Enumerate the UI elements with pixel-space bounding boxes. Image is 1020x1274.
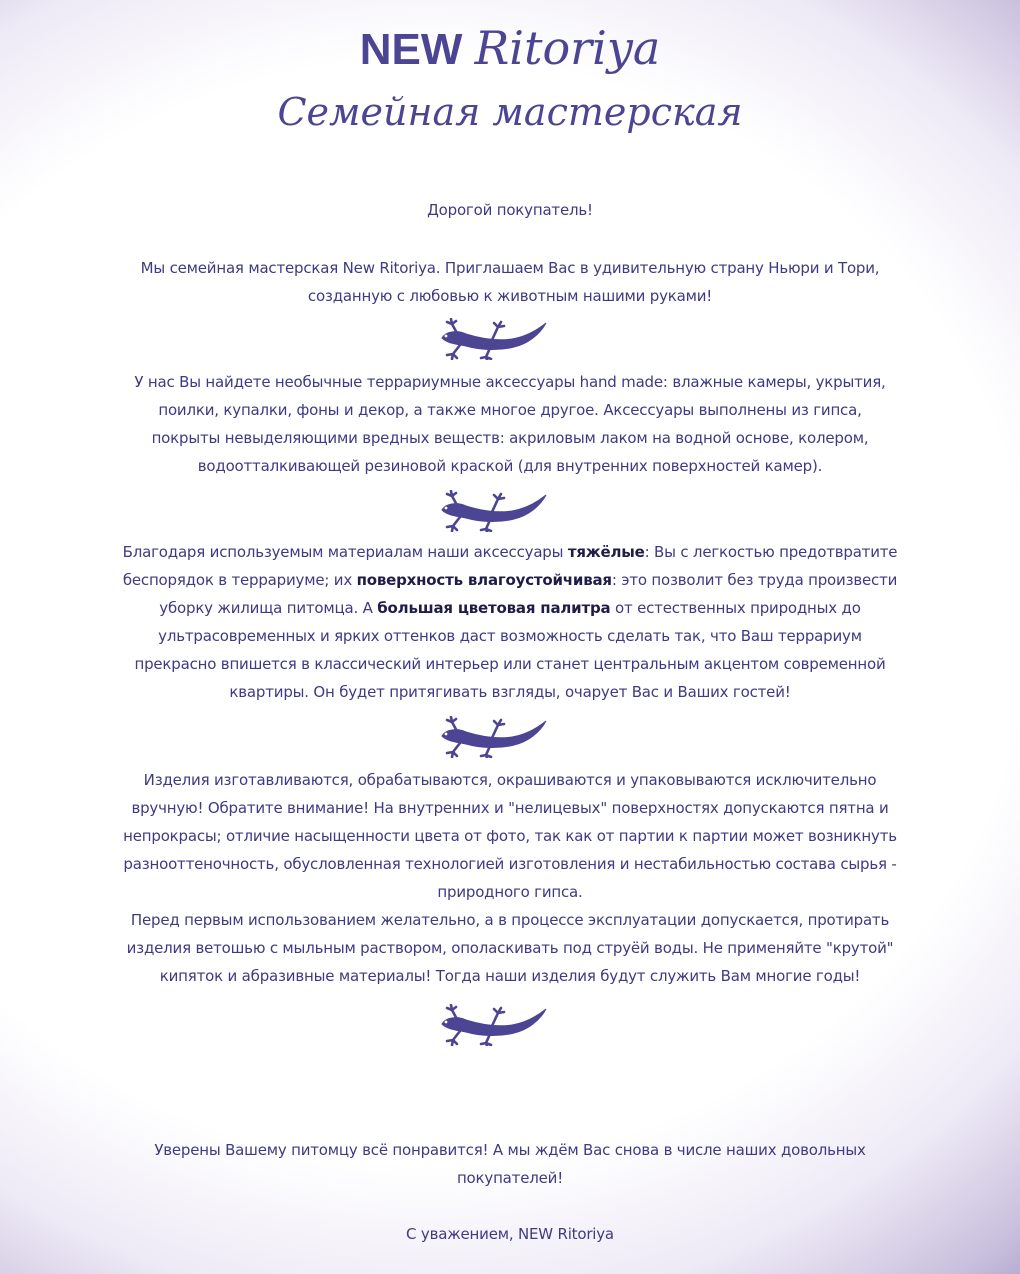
handmade-line: Изделия изготавливаются, обрабатываются, окрашиваются и упаковываются исключительно <box>143 771 877 789</box>
materials-text: Благодаря используемым материалам наши аксессуары <box>122 543 568 561</box>
handmade-line: кипяток и абразивные материалы! Тогда наши изделия будут служить Вам многие годы! <box>159 967 861 985</box>
materials-text: : это позволит без труда произвести <box>611 571 898 589</box>
intro-line: созданную с любовью к животным нашими руками! <box>307 287 713 305</box>
signature <box>0 1220 1020 1248</box>
materials-text: беспорядок в террариуме; их <box>122 571 357 589</box>
intro-paragraph <box>0 254 1020 310</box>
brand-new: NEW <box>359 25 463 74</box>
signature-text: С уважением, NEW Ritoriya <box>406 1225 614 1243</box>
materials-line <box>0 566 1020 594</box>
products-line: водоотталкивающей резиновой краской (для внутренних поверхностей камер). <box>197 457 823 475</box>
materials-line <box>0 594 1020 622</box>
materials-line <box>0 538 1020 566</box>
intro-line: Мы семейная мастерская New Ritoriya. Приглашаем Вас в удивительную страну Ньюри и Тори, <box>140 259 880 277</box>
gecko-icon <box>436 1004 548 1046</box>
handmade-line: непрокрасы; отличие насыщенности цвета от фото, так как от партии к партии может возникнуть <box>123 827 897 845</box>
handmade-paragraph <box>0 766 1020 990</box>
materials-line: прекрасно впишется в классический интерьер или станет центральным акцентом современной <box>134 655 886 673</box>
closing-line: Уверены Вашему питомцу всё понравится! А мы ждём Вас снова в числе наших довольных <box>154 1141 866 1159</box>
products-paragraph <box>0 368 1020 480</box>
materials-paragraph <box>0 538 1020 706</box>
materials-text: от естественных природных до <box>610 599 861 617</box>
handmade-line: изделия ветошью с мыльным раствором, ополаскивать под струёй воды. Не применяйте "крутой" <box>126 939 894 957</box>
handmade-line: Перед первым использованием желательно, а в процессе эксплуатации допускается, протирать <box>130 911 890 929</box>
products-line: поилки, купалки, фоны и декор, а также многое другое. Аксессуары выполнены из гипса, <box>158 401 862 419</box>
brand-subtitle: Семейная мастерская <box>277 90 743 134</box>
materials-bold: большая цветовая палитра <box>377 599 611 617</box>
materials-text: уборку жилища питомца. А <box>159 599 378 617</box>
brand-name: Ritoriya <box>474 21 661 75</box>
brand-title <box>0 20 1020 78</box>
gecko-icon <box>436 490 548 532</box>
handmade-line: вручную! Обратите внимание! На внутренних и "нелицевых" поверхностях допускаются пятна и <box>131 799 889 817</box>
products-line: покрыты невыделяющими вредных веществ: акриловым лаком на водной основе, колером, <box>151 429 869 447</box>
gecko-icon <box>436 318 548 360</box>
materials-line: квартиры. Он будет притягивать взгляды, очарует Вас и Ваших гостей! <box>229 683 791 701</box>
greeting <box>0 196 1020 224</box>
materials-bold: тяжёлые <box>567 543 645 561</box>
closing-line: покупателей! <box>456 1169 564 1187</box>
greeting-text: Дорогой покупатель! <box>427 201 593 219</box>
materials-bold: поверхность влагоустойчивая <box>356 571 612 589</box>
products-line: У нас Вы найдете необычные террариумные аксессуары hand made: влажные камеры, укрытия, <box>134 373 886 391</box>
handmade-line: природного гипса. <box>437 883 583 901</box>
handmade-line: разнооттеночность, обусловленная технологией изготовления и нестабильностью состава сырья - <box>123 855 897 873</box>
materials-line: ультрасовременных и ярких оттенков даст возможность сделать так, что Ваш террариум <box>158 627 862 645</box>
closing-paragraph <box>0 1136 1020 1192</box>
materials-text: : Вы с легкостью предотвратите <box>644 543 898 561</box>
gecko-icon <box>436 716 548 758</box>
